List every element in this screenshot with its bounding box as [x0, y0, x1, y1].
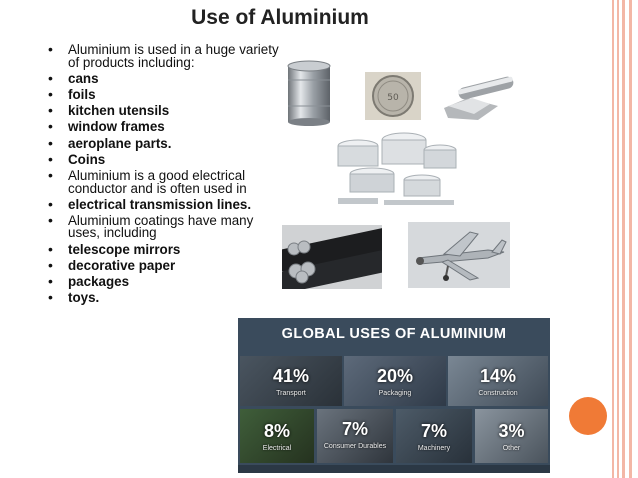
bullet-item: • Aluminium is used in a huge variety of products including: [48, 41, 279, 70]
bullet-item: • Aluminium is a good electrical conductor and is often used in [48, 166, 247, 196]
kitchen-utensils-image [332, 128, 462, 210]
bullet-item: • Coins [48, 150, 106, 167]
bullet-item: • packages [48, 273, 130, 290]
tile-electrical [240, 409, 314, 463]
bullet-list [46, 41, 286, 308]
tile-label: Electrical [262, 445, 292, 452]
tile-label: Other [502, 445, 521, 452]
tile-percent: 41% [272, 366, 310, 386]
coin-image [365, 72, 421, 120]
tile-label: Packaging [378, 390, 412, 397]
bullet-item: • kitchen utensils [48, 102, 170, 119]
bullet-item: • window frames [48, 118, 165, 135]
svg-text:50: 50 [387, 93, 399, 103]
tile-transport [240, 356, 342, 406]
aluminium-can-image [285, 60, 333, 126]
tile-label: Consumer Durables [323, 443, 387, 450]
tile-packaging [344, 356, 446, 406]
tile-consumer-durables [317, 409, 393, 463]
orange-circle-decoration [569, 397, 607, 435]
infographic-footer-strip [238, 465, 550, 473]
aeroplane-image [408, 222, 510, 288]
tile-construction [448, 356, 548, 406]
bullet-item: • foils [48, 85, 96, 102]
slide-border-decoration [608, 0, 638, 478]
tile-percent: 20% [376, 366, 414, 386]
bullet-item: • decorative paper [48, 256, 176, 273]
tile-label: Machinery [417, 445, 451, 452]
tile-percent: 3% [498, 421, 525, 441]
bullet-item: • toys. [48, 289, 100, 306]
tile-percent: 14% [479, 366, 517, 386]
tile-machinery [396, 409, 472, 463]
tile-percent: 8% [263, 421, 290, 441]
tile-label: Transport [276, 390, 306, 397]
bullet-item: • electrical transmission lines. [48, 195, 252, 212]
bullet-item: • cans [48, 69, 99, 86]
slide-title: Use of Aluminium [191, 6, 369, 29]
transmission-cable-image [282, 225, 382, 289]
tile-label: Construction [478, 390, 518, 397]
bullet-item: • aeroplane parts. [48, 134, 172, 151]
tile-percent: 7% [341, 419, 368, 439]
tile-other [475, 409, 548, 463]
global-uses-infographic [238, 318, 550, 473]
foil-roll-image [438, 68, 520, 122]
bullet-item: • telescope mirrors [48, 240, 181, 257]
bullet-item: • Aluminium coatings have many uses, including [48, 211, 254, 241]
infographic-title: GLOBAL USES OF ALUMINIUM [281, 326, 507, 342]
tile-percent: 7% [420, 421, 447, 441]
